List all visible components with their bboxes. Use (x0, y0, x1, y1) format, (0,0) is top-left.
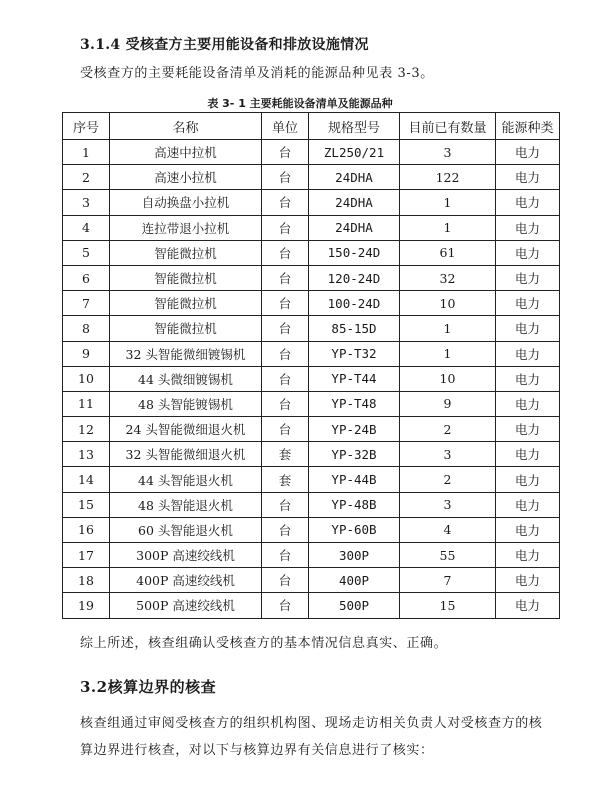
cell-energy-type: 电力 (496, 265, 560, 290)
cell-energy-type: 电力 (496, 165, 560, 190)
paragraph-line-1: 核查组通过审阅受核查方的组织机构图、现场走访相关负责人对受核查方的核 (80, 716, 543, 731)
cell-seq: 6 (63, 265, 110, 290)
cell-model: YP-48B (309, 492, 400, 517)
header-model: 规格型号 (309, 113, 400, 140)
table-row (63, 165, 560, 190)
table-row (63, 543, 560, 568)
cell-seq: 3 (63, 190, 110, 215)
cell-unit: 套 (262, 442, 309, 467)
cell-model: YP-44B (309, 467, 400, 492)
equipment-table (62, 112, 560, 619)
cell-energy-type: 电力 (496, 442, 560, 467)
cell-seq: 15 (63, 492, 110, 517)
header-seq: 序号 (63, 113, 110, 140)
cell-name: 44 头智能退火机 (110, 467, 262, 492)
cell-name: 高速中拉机 (110, 140, 262, 165)
table-row (63, 391, 560, 416)
cell-unit: 台 (262, 593, 309, 618)
cell-model: 500P (309, 593, 400, 618)
cell-quantity: 61 (400, 240, 496, 265)
cell-quantity: 1 (400, 215, 496, 240)
cell-energy-type: 电力 (496, 467, 560, 492)
cell-name: 32 头智能微细镀锡机 (110, 341, 262, 366)
cell-name: 智能微拉机 (110, 240, 262, 265)
header-quantity: 目前已有数量 (400, 113, 496, 140)
cell-seq: 13 (63, 442, 110, 467)
table-row (63, 190, 560, 215)
section-intro-text: 受核查方的主要耗能设备清单及消耗的能源品种见表 3-3。 (80, 66, 434, 81)
cell-name: 智能微拉机 (110, 316, 262, 341)
cell-model: YP-T48 (309, 391, 400, 416)
cell-energy-type: 电力 (496, 593, 560, 618)
cell-seq: 12 (63, 417, 110, 442)
cell-unit: 台 (262, 190, 309, 215)
cell-name: 24 头智能微细退火机 (110, 417, 262, 442)
cell-seq: 5 (63, 240, 110, 265)
cell-unit: 台 (262, 265, 309, 290)
cell-name: 300P 高速绞线机 (110, 543, 262, 568)
cell-seq: 18 (63, 568, 110, 593)
cell-name: 32 头智能微细退火机 (110, 442, 262, 467)
cell-quantity: 32 (400, 265, 496, 290)
cell-model: 120-24D (309, 265, 400, 290)
cell-unit: 台 (262, 417, 309, 442)
cell-unit: 台 (262, 391, 309, 416)
cell-quantity: 2 (400, 417, 496, 442)
cell-energy-type: 电力 (496, 492, 560, 517)
table-row (63, 442, 560, 467)
cell-energy-type: 电力 (496, 316, 560, 341)
summary-text: 综上所述，核查组确认受核查方的基本情况信息真实、正确。 (80, 636, 448, 651)
cell-model: 24DHA (309, 215, 400, 240)
cell-unit: 台 (262, 568, 309, 593)
table-row (63, 593, 560, 618)
cell-model: YP-24B (309, 417, 400, 442)
cell-model: YP-32B (309, 442, 400, 467)
cell-model: 85-15D (309, 316, 400, 341)
cell-quantity: 1 (400, 341, 496, 366)
cell-energy-type: 电力 (496, 543, 560, 568)
cell-quantity: 122 (400, 165, 496, 190)
cell-unit: 台 (262, 316, 309, 341)
cell-name: 60 头智能退火机 (110, 517, 262, 542)
cell-energy-type: 电力 (496, 190, 560, 215)
table-row (63, 467, 560, 492)
cell-name: 500P 高速绞线机 (110, 593, 262, 618)
cell-model: YP-60B (309, 517, 400, 542)
cell-unit: 套 (262, 467, 309, 492)
cell-quantity: 10 (400, 291, 496, 316)
cell-unit: 台 (262, 366, 309, 391)
cell-energy-type: 电力 (496, 391, 560, 416)
cell-name: 44 头微细镀锡机 (110, 366, 262, 391)
table-row (63, 517, 560, 542)
cell-quantity: 4 (400, 517, 496, 542)
cell-name: 连拉带退小拉机 (110, 215, 262, 240)
cell-energy-type: 电力 (496, 517, 560, 542)
cell-model: 300P (309, 543, 400, 568)
cell-seq: 17 (63, 543, 110, 568)
cell-quantity: 55 (400, 543, 496, 568)
table-row (63, 568, 560, 593)
table-row (63, 215, 560, 240)
cell-seq: 11 (63, 391, 110, 416)
cell-seq: 7 (63, 291, 110, 316)
cell-model: 100-24D (309, 291, 400, 316)
cell-name: 智能微拉机 (110, 265, 262, 290)
table-caption: 表 3- 1 主要耗能设备清单及能源品种 (207, 97, 393, 110)
cell-quantity: 10 (400, 366, 496, 391)
cell-unit: 台 (262, 140, 309, 165)
cell-seq: 1 (63, 140, 110, 165)
cell-unit: 台 (262, 165, 309, 190)
cell-seq: 4 (63, 215, 110, 240)
table-row (63, 140, 560, 165)
table-row (63, 240, 560, 265)
cell-name: 48 头智能退火机 (110, 492, 262, 517)
cell-seq: 9 (63, 341, 110, 366)
cell-quantity: 3 (400, 492, 496, 517)
cell-quantity: 2 (400, 467, 496, 492)
cell-energy-type: 电力 (496, 140, 560, 165)
cell-name: 48 头智能镀锡机 (110, 391, 262, 416)
cell-quantity: 9 (400, 391, 496, 416)
cell-model: ZL250/21 (309, 140, 400, 165)
cell-energy-type: 电力 (496, 240, 560, 265)
cell-energy-type: 电力 (496, 417, 560, 442)
table-row (63, 291, 560, 316)
cell-unit: 台 (262, 492, 309, 517)
cell-model: YP-T44 (309, 366, 400, 391)
cell-quantity: 15 (400, 593, 496, 618)
section-heading-3-2: 3.2核算边界的核查 (80, 678, 217, 696)
table-body (63, 140, 560, 619)
cell-name: 高速小拉机 (110, 165, 262, 190)
cell-energy-type: 电力 (496, 291, 560, 316)
section-heading-3-1-4: 3.1.4 受核查方主要用能设备和排放设施情况 (80, 37, 369, 53)
cell-energy-type: 电力 (496, 568, 560, 593)
cell-unit: 台 (262, 240, 309, 265)
table-row (63, 316, 560, 341)
table-row (63, 265, 560, 290)
cell-model: 24DHA (309, 190, 400, 215)
cell-seq: 2 (63, 165, 110, 190)
cell-quantity: 7 (400, 568, 496, 593)
header-unit: 单位 (262, 113, 309, 140)
cell-name: 自动换盘小拉机 (110, 190, 262, 215)
cell-quantity: 3 (400, 442, 496, 467)
header-energy-type: 能源种类 (496, 113, 560, 140)
cell-unit: 台 (262, 341, 309, 366)
cell-model: 150-24D (309, 240, 400, 265)
cell-unit: 台 (262, 291, 309, 316)
cell-energy-type: 电力 (496, 341, 560, 366)
cell-seq: 19 (63, 593, 110, 618)
cell-seq: 8 (63, 316, 110, 341)
paragraph-line-2: 算边界进行核查，对以下与核算边界有关信息进行了核实： (80, 743, 434, 758)
table-row (63, 417, 560, 442)
cell-unit: 台 (262, 517, 309, 542)
cell-quantity: 1 (400, 190, 496, 215)
cell-quantity: 1 (400, 316, 496, 341)
header-name: 名称 (110, 113, 262, 140)
cell-energy-type: 电力 (496, 366, 560, 391)
cell-name: 智能微拉机 (110, 291, 262, 316)
cell-model: 24DHA (309, 165, 400, 190)
cell-energy-type: 电力 (496, 215, 560, 240)
cell-model: 400P (309, 568, 400, 593)
cell-seq: 10 (63, 366, 110, 391)
cell-seq: 14 (63, 467, 110, 492)
cell-model: YP-T32 (309, 341, 400, 366)
cell-quantity: 3 (400, 140, 496, 165)
table-row (63, 492, 560, 517)
cell-seq: 16 (63, 517, 110, 542)
cell-unit: 台 (262, 215, 309, 240)
table-header-row (63, 113, 560, 140)
cell-unit: 台 (262, 543, 309, 568)
cell-name: 400P 高速绞线机 (110, 568, 262, 593)
table-row (63, 366, 560, 391)
section-3-2-paragraph (80, 710, 560, 764)
table-row (63, 341, 560, 366)
